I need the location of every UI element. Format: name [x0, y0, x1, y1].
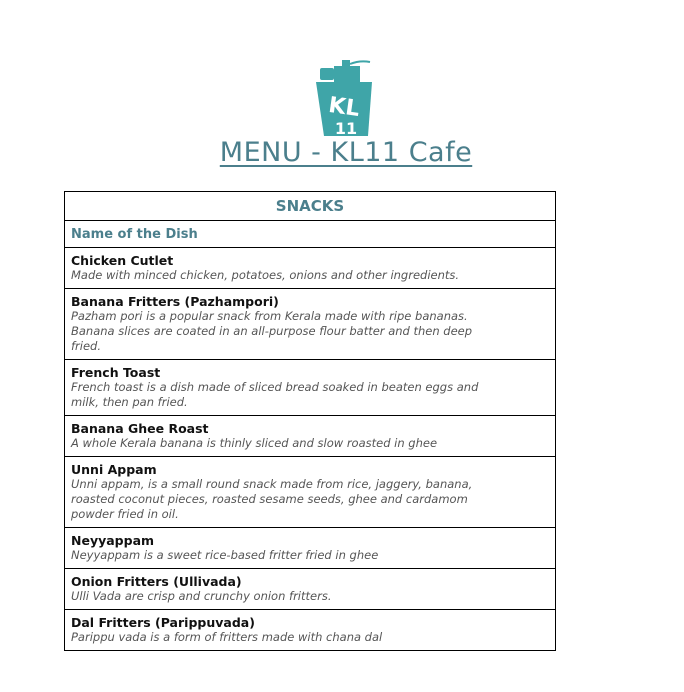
dish-description: A whole Kerala banana is thinly sliced and slow roasted in ghee — [71, 436, 438, 450]
dish-name: Chicken Cutlet — [71, 253, 174, 268]
dish-description: Ulli Vada are crisp and crunchy onion fritters. — [71, 589, 332, 603]
dish-name: Banana Ghee Roast — [71, 421, 209, 436]
dish-name: French Toast — [71, 365, 161, 380]
dish-description: Pazham pori is a popular snack from Kerala made with ripe bananas. Banana slices are coated in an all-purpose flour batter and then deep fried. — [71, 309, 473, 353]
dish-description: French toast is a dish made of sliced bread soaked in beaten eggs and milk, then pan fried. — [71, 380, 479, 409]
menu-item — [65, 360, 556, 416]
dish-name: Unni Appam — [71, 462, 157, 477]
menu-item — [65, 457, 556, 528]
dish-description: Made with minced chicken, potatoes, onions and other ingredients. — [71, 268, 460, 282]
section-title: SNACKS — [65, 192, 556, 221]
column-header: Name of the Dish — [65, 221, 556, 248]
dish-name: Onion Fritters (Ullivada) — [71, 574, 242, 589]
dish-name: Banana Fritters (Pazhampori) — [71, 294, 279, 309]
dish-name: Dal Fritters (Parippuvada) — [71, 615, 255, 630]
menu-item — [65, 289, 556, 360]
svg-text:KL: KL — [326, 92, 362, 123]
dish-description: Neyyappam is a sweet rice-based fritter fried in ghee — [71, 548, 379, 562]
menu-table — [64, 191, 556, 651]
menu-item — [65, 610, 556, 651]
menu-item — [65, 416, 556, 457]
dish-description: Unni appam, is a small round snack made from rice, jaggery, banana, roasted coconut pieces, roasted sesame seeds, ghee and cardamom powder fried in oil. — [71, 477, 473, 521]
page-title: MENU - KL11 Cafe — [219, 137, 473, 168]
menu-item — [65, 569, 556, 610]
dish-name: Neyyappam — [71, 533, 155, 548]
menu-item — [65, 248, 556, 289]
dish-description: Parippu vada is a form of fritters made with chana dal — [71, 630, 383, 644]
svg-text:11: 11 — [334, 119, 358, 138]
menu-item — [65, 528, 556, 569]
cafe-logo — [312, 58, 378, 138]
